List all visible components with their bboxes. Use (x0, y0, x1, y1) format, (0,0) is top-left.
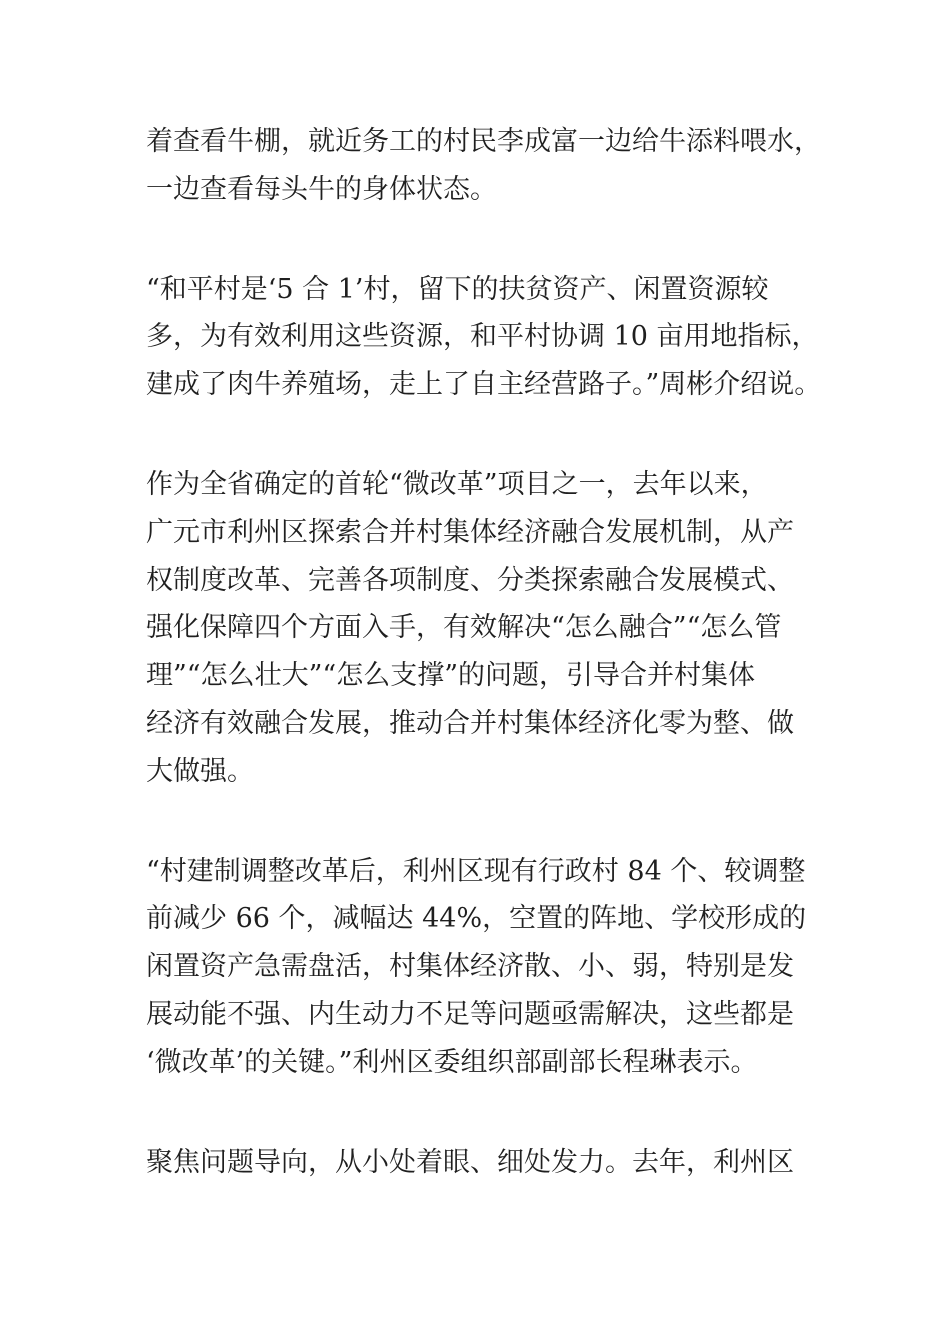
text-line: 展动能不强、内生动力不足等问题亟需解决，这些都是 (146, 998, 794, 1030)
paragraph-1 (146, 118, 821, 214)
text-line: 闲置资产急需盘活，村集体经济散、小、弱，特别是发 (146, 951, 794, 983)
text-line: 一边查看每头牛的身体状态。 (146, 173, 497, 205)
text-line: 聚焦问题导向，从小处着眼、细处发力。去年，利州区 (146, 1146, 794, 1178)
article-body (146, 118, 822, 1238)
text-line: “村建制调整改革后，利州区现有行政村 84 个、较调整 (146, 855, 806, 887)
text-line: “和平村是‘5 合 1’村，留下的扶贫资产、闲置资源较 (146, 273, 769, 305)
paragraph-4 (146, 848, 816, 1087)
text-line: 大做强。 (146, 755, 254, 787)
text-line: 作为全省确定的首轮“微改革”项目之一，去年以来， (146, 468, 768, 500)
text-line: 建成了肉牛养殖场，走上了自主经营路子。”周彬介绍说。 (146, 369, 822, 401)
paragraph-2 (146, 266, 822, 409)
text-line: 理”“怎么壮大”“怎么支撑”的问题，引导合并村集体 (146, 660, 756, 692)
paragraph-5 (146, 1139, 816, 1187)
text-line: 权制度改革、完善各项制度、分类探索融合发展模式、 (146, 564, 794, 596)
text-line: 着查看牛棚，就近务工的村民李成富一边给牛添料喂水， (146, 126, 821, 157)
text-line: 强化保障四个方面入手，有效解决“怎么融合”“怎么管 (146, 612, 782, 644)
text-line: 经济有效融合发展，推动合并村集体经济化零为整、做 (146, 707, 794, 739)
paragraph-3 (146, 461, 816, 796)
text-line: ‘微改革’的关键。”利州区委组织部副部长程琳表示。 (146, 1046, 758, 1078)
text-line: 前减少 66 个，减幅达 44%，空置的阵地、学校形成的 (146, 903, 807, 935)
text-line: 广元市利州区探索合并村集体经济融合发展机制，从产 (146, 516, 794, 548)
text-line: 多，为有效利用这些资源，和平村协调 10 亩用地指标， (146, 321, 819, 353)
